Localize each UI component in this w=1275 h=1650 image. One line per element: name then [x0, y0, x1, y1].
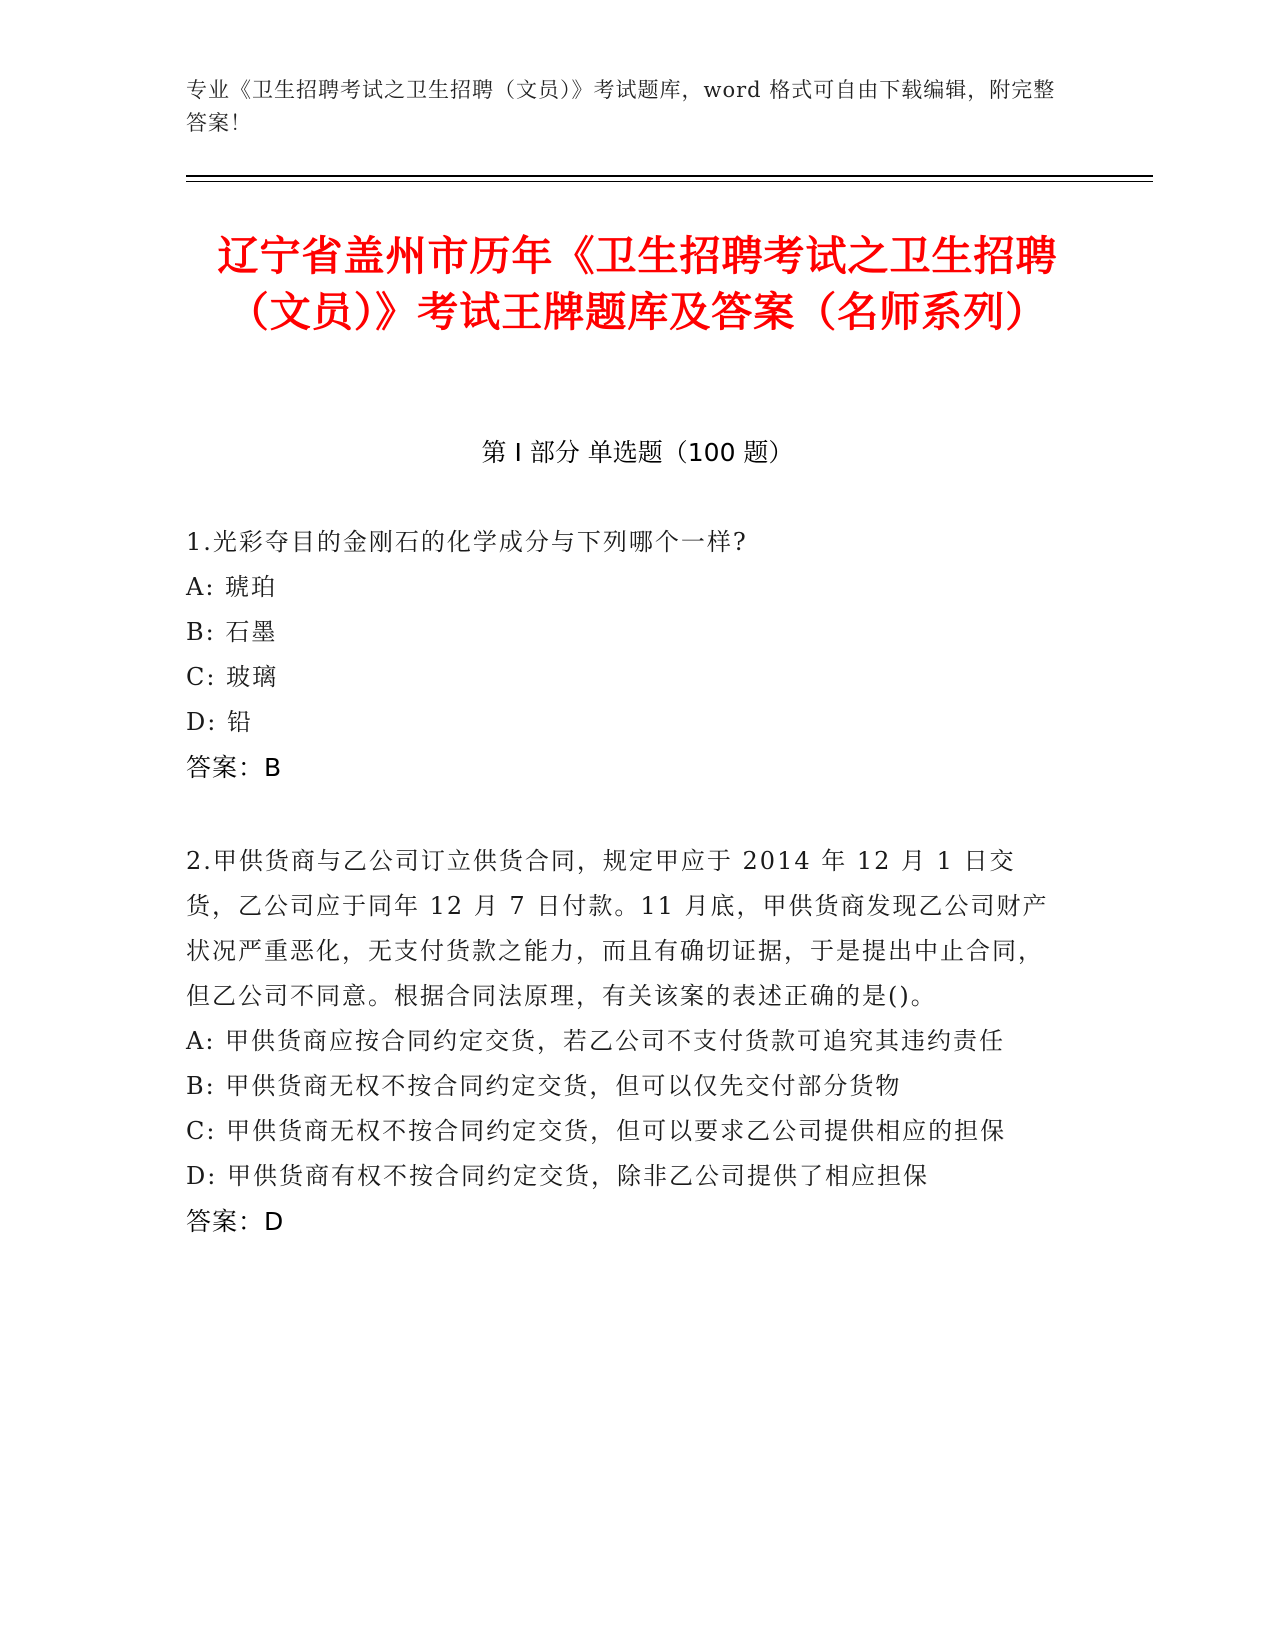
- question-2-option-c: C: 甲供货商无权不按合同约定交货，但可以要求乙公司提供相应的担保: [186, 1117, 1007, 1145]
- document-title: 辽宁省盖州市历年《卫生招聘考试之卫生招聘（文员）》考试王牌题库及答案（名师系列）: [217, 232, 1058, 336]
- header-note: 专业《卫生招聘考试之卫生招聘（文员）》考试题库，word 格式可自由下载编辑，附完整答案！: [186, 78, 1056, 135]
- question-2-option-a: A: 甲供货商应按合同约定交货，若乙公司不支付货款可追究其违约责任: [186, 1027, 1006, 1055]
- header-divider-thin: [186, 181, 1153, 182]
- question-1-option-a: A: 琥珀: [186, 573, 278, 601]
- question-2-stem: 2.甲供货商与乙公司订立供货合同，规定甲应于 2014 年 12 月 1 日交货，乙公司应于同年 12 月 7 日付款。11 月底，甲供货商发现乙公司财产状况严重恶化，无支付货款之能力，而且有确切证据，于是提出中止合同，但乙公司不同意。根据合同法原理，有关该案的表述正确的是()。: [186, 847, 1049, 1010]
- question-2-answer: 答案：D: [186, 1207, 285, 1236]
- question-2-option-d: D: 甲供货商有权不按合同约定交货，除非乙公司提供了相应担保: [186, 1162, 929, 1190]
- question-2: [186, 839, 1066, 1244]
- question-2-option-b: B: 甲供货商无权不按合同约定交货，但可以仅先交付部分货物: [186, 1072, 902, 1100]
- question-1-option-b: B: 石墨: [186, 618, 278, 646]
- section-heading: 第 I 部分 单选题（100 题）: [481, 438, 794, 467]
- question-1-answer: 答案：B: [186, 753, 283, 782]
- question-1-option-c: C: 玻璃: [186, 663, 279, 691]
- question-1-option-d: D: 铅: [186, 708, 253, 736]
- question-1: [186, 520, 1066, 790]
- question-1-stem: 1.光彩夺目的金刚石的化学成分与下列哪个一样?: [186, 528, 748, 556]
- header-divider-thick: [186, 175, 1153, 177]
